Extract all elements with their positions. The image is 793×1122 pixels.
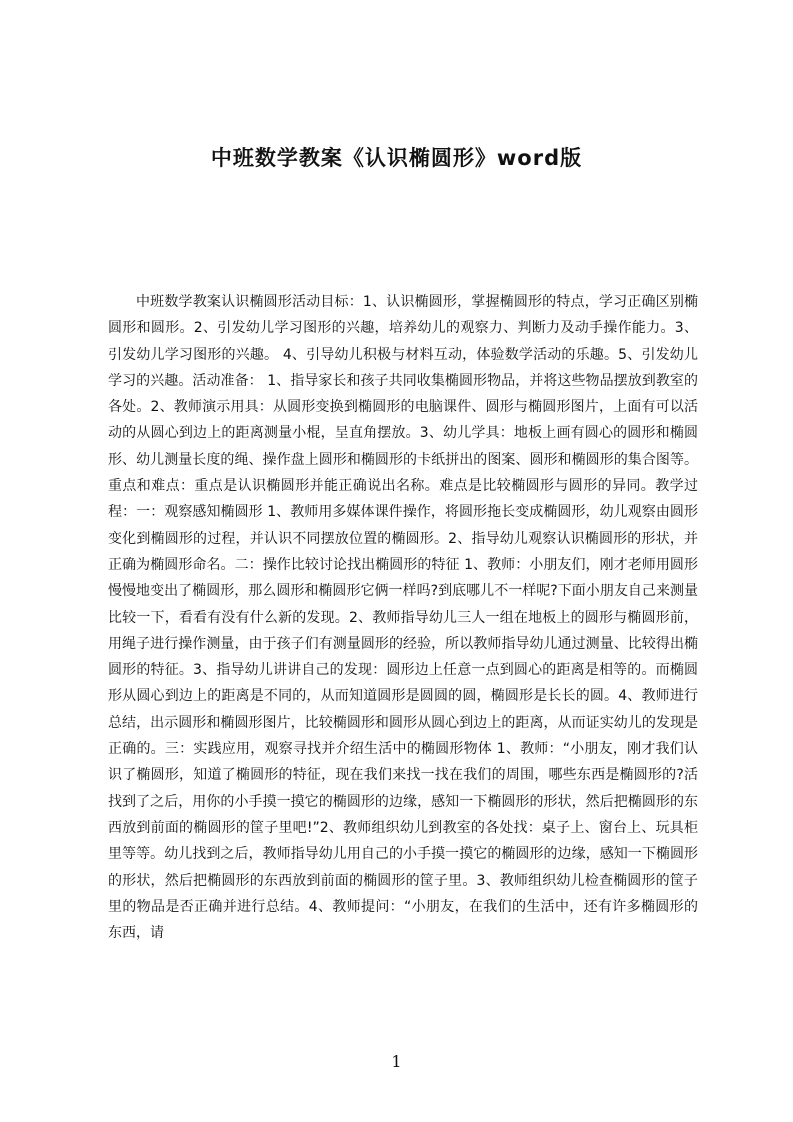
body-paragraph: 中班数学教案认识椭圆形活动目标：1、认识椭圆形，掌握椭圆形的特点，学习正确区别椭圆形和圆形。2、引发幼儿学习图形的兴趣，培养幼儿的观察力、判断力及动手操作能力。3、引发幼儿学习图形的兴趣。 4、引导幼儿积极与材料互动，体验数学活动的乐趣。5、引发幼儿学习的兴趣。活动准备： 1、指导家长和孩子共同收集椭圆形物品，并将这些物品摆放到教室的各处。2、教师演示用具：从圆形变换到椭圆形的电脑课件、圆形与椭圆形图片，上面有可以活动的从圆心到边上的距离测量小棍，呈直角摆放。3、幼儿学具：地板上画有圆心的圆形和椭圆形、幼儿测量长度的绳、操作盘上圆形和椭圆形的卡纸拼出的图案、圆形和椭圆形的集合图等。重点和难点：重点是认识椭圆形并能正确说出名称。难点是比较椭圆形与圆形的异同。教学过程：一：观察感知椭圆形 1、教师用多媒体课件操作，将圆形拖长变成椭圆形，幼儿观察由圆形变化到椭圆形的过程，并认识不同摆放位置的椭圆形。2、指导幼儿观察认识椭圆形的形状，并正确为椭圆形命名。二：操作比较讨论找出椭圆形的特征 1、教师：小朋友们，刚才老师用圆形慢慢地变出了椭圆形，那么圆形和椭圆形它俩一样吗?到底哪儿不一样呢?下面小朋友自己来测量比较一下，看看有没有什么新的发现。2、教师指导幼儿三人一组在地板上的圆形与椭圆形前，用绳子进行操作测量，由于孩子们有测量圆形的经验，所以教师指导幼儿通过测量、比较得出椭圆形的特征。3、指导幼儿讲讲自己的发现：圆形边上任意一点到圆心的距离是相等的。而椭圆形从圆心到边上的距离是不同的，从而知道圆形是圆圆的圆，椭圆形是长长的圆。4、教师进行总结，出示圆形和椭圆形图片，比较椭圆形和圆形从圆心到边上的距离，从而证实幼儿的发现是正确的。三：实践应用，观察寻找并介绍生活中的椭圆形物体 1、教师：“小朋友，刚才我们认识了椭圆形，知道了椭圆形的特征，现在我们来找一找在我们的周围，哪些东西是椭圆形的?活找到了之后，用你的小手摸一摸它的椭圆形的边缘，感知一下椭圆形的形状，然后把椭圆形的东西放到前面的椭圆形的筐子里吧!”2、教师组织幼儿到教室的各处找：桌子上、窗台上、玩具柜里等等。幼儿找到之后，教师指导幼儿用自己的小手摸一摸它的椭圆形的边缘，感知一下椭圆形的形状，然后把椭圆形的东西放到前面的椭圆形的筐子里。3、教师组织幼儿检查椭圆形的筐子里的物品是否正确并进行总结。4、教师提问：“小朋友，在我们的生活中，还有许多椭圆形的东西，请 xyxy=(108,294,698,942)
page-number: 1 xyxy=(391,1052,402,1071)
document-title: 中班数学教案《认识椭圆形》word版 xyxy=(210,146,583,170)
